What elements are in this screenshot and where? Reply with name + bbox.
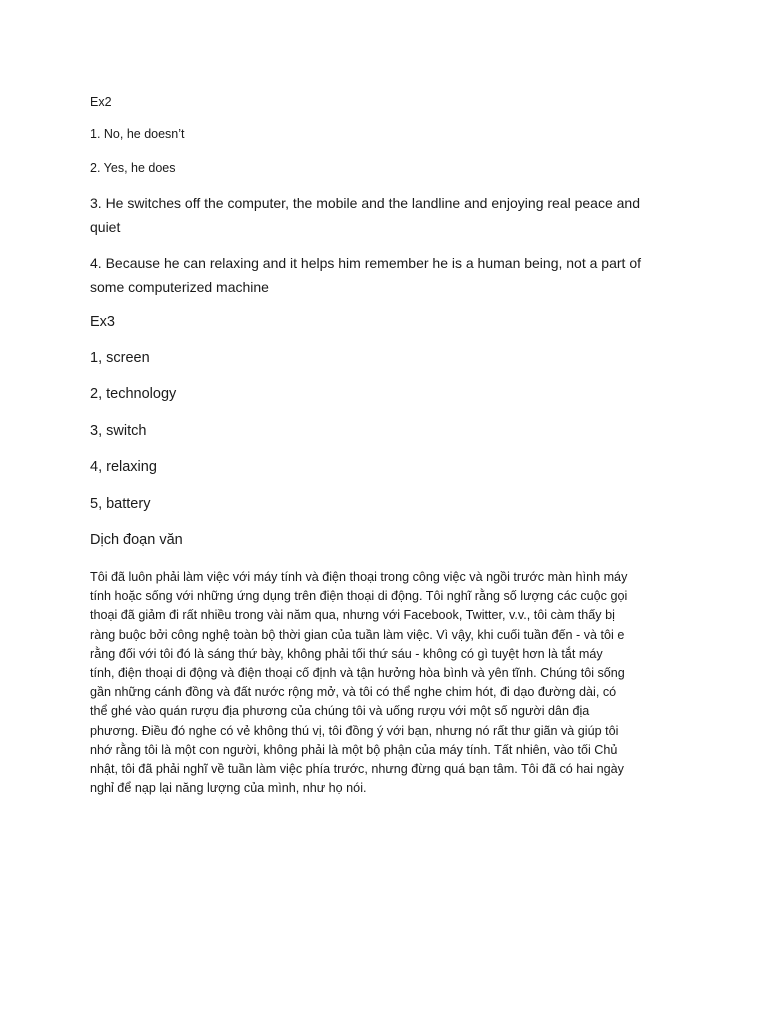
ex2-answer-3-line-1: 3. He switches off the computer, the mobile and the landline and enjoying real peace and: [90, 195, 640, 211]
ex3-item: 4, relaxing: [90, 459, 157, 475]
paragraph-line: thoại đã giảm đi rất nhiều trong vài năm qua, nhưng với Facebook, Twitter, v.v., tôi càm thấy bị: [90, 608, 615, 623]
paragraph-line: nhật, tôi đã phải nghĩ về tuần làm việc phía trước, nhưng đừng quá bạn tâm. Tôi đã có hai ngày: [90, 762, 624, 777]
paragraph-line: nhớ rằng tôi là một con người, không phải là một bộ phận của máy tính. Tất nhiên, vào tối Chủ: [90, 742, 618, 757]
ex3-item: 3, switch: [90, 423, 147, 439]
ex3-heading: Ex3: [90, 314, 115, 330]
paragraph-line: phương. Điều đó nghe có vẻ không thú vị, tôi đồng ý với bạn, nhưng nó rất thư giãn và giúp tôi: [90, 723, 619, 738]
ex2-answer-4-line-2: some computerized machine: [90, 279, 269, 295]
ex3-item: 5, battery: [90, 496, 151, 512]
translation-heading: Dịch đoạn văn: [90, 532, 183, 548]
paragraph-line: tính hoặc sống với những ứng dụng trên điện thoại di động. Tôi nghĩ rằng số lượng các cuộc gọi: [90, 589, 628, 604]
ex2-answer-2: 2. Yes, he does: [90, 161, 176, 175]
translation-paragraph: [90, 568, 686, 798]
paragraph-line: ràng buộc bởi công nghệ toàn bộ thời gian của tuần làm việc. Vì vậy, khi cuối tuần đến - và tôi e: [90, 627, 625, 642]
ex2-answer-4-line-1: 4. Because he can relaxing and it helps him remember he is a human being, not a part of: [90, 255, 641, 271]
paragraph-line: Tôi đã luôn phải làm việc với máy tính và điện thoại trong công việc và ngồi trước màn hình máy: [90, 570, 628, 584]
ex2-answer-1: 1. No, he doesn’t: [90, 127, 185, 141]
paragraph-line: thể ghé vào quán rượu địa phương của chúng tôi và uống rượu với một số người dân địa: [90, 704, 590, 719]
ex2-heading: Ex2: [90, 95, 112, 109]
ex3-item: 1, screen: [90, 350, 150, 366]
paragraph-line: tính, điện thoại di động và điện thoại cố định và tận hưởng hòa bình và yên tĩnh. Chúng tôi sống: [90, 666, 625, 681]
paragraph-line: rằng đối với tôi đó là sáng thứ bày, không phải tối thứ sáu - không có gì tuyệt hơn là tắt máy: [90, 646, 603, 661]
paragraph-line: gần những cánh đồng và đất nước rộng mở, và tôi có thể nghe chim hót, đi dạo đường dài, có: [90, 685, 617, 700]
paragraph-line: nghỉ để nạp lại năng lượng của mình, như họ nói.: [90, 781, 367, 796]
ex2-answer-3-line-2: quiet: [90, 219, 121, 235]
ex3-item: 2, technology: [90, 386, 177, 402]
